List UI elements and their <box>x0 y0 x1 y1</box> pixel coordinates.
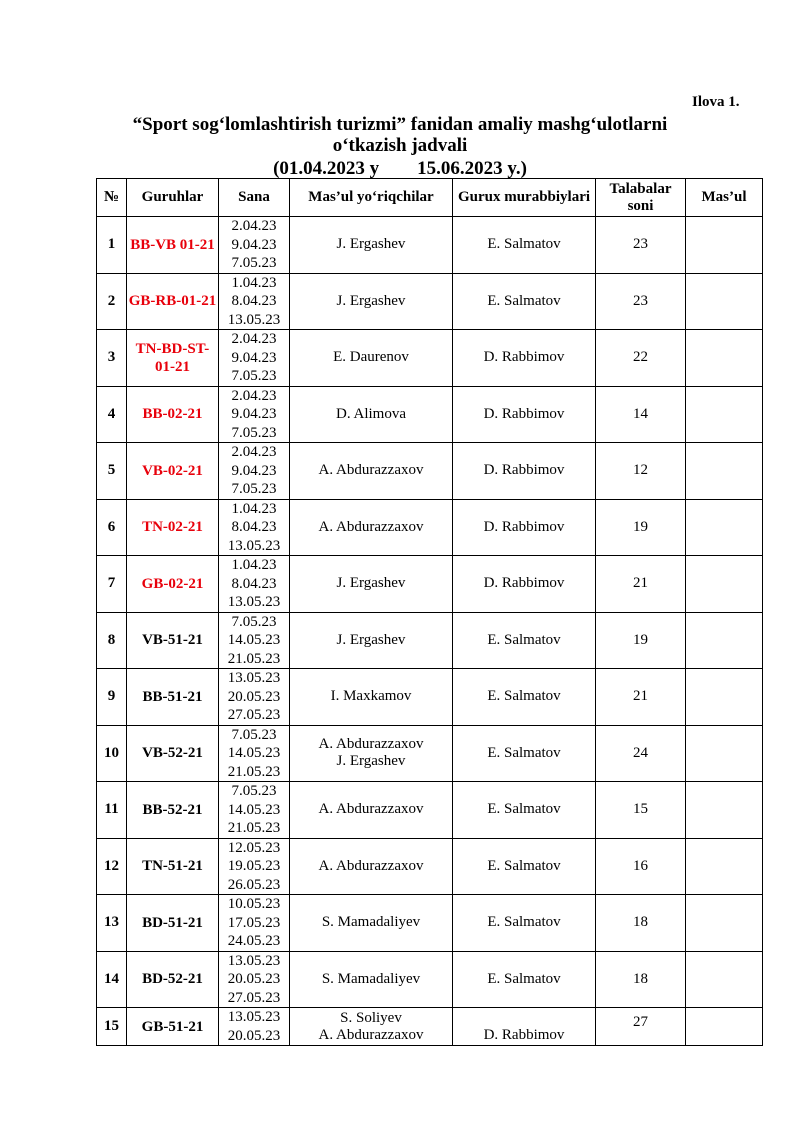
responsible-cell <box>686 1008 763 1046</box>
coach-name: E. Salmatov <box>453 838 596 895</box>
date: 9.04.23 <box>231 236 277 253</box>
table-row <box>97 556 763 613</box>
student-count: 16 <box>596 838 686 895</box>
group-name: VB-51-21 <box>127 612 219 669</box>
instructor-name: S. Mamadaliyev <box>321 970 421 987</box>
date: 21.05.23 <box>227 820 281 836</box>
date: 27.05.23 <box>227 989 281 1006</box>
responsible-cell <box>686 556 763 613</box>
date: 2.04.23 <box>231 444 277 460</box>
date: 9.04.23 <box>231 462 277 479</box>
date: 9.04.23 <box>231 406 277 422</box>
table-row <box>97 273 763 330</box>
date: 1.04.23 <box>231 557 277 573</box>
group-name: BB-02-21 <box>127 386 219 443</box>
date: 7.05.23 <box>231 255 277 271</box>
table-body <box>97 217 763 1046</box>
instructor-name: A. Abdurazzaxov <box>318 736 424 753</box>
row-number: 1 <box>97 217 127 274</box>
dates-cell <box>219 1008 290 1046</box>
responsible-cell <box>686 725 763 782</box>
instructor-name: D. Alimova <box>336 405 406 422</box>
date: 1.04.23 <box>231 274 277 291</box>
header-groups: Guruhlar <box>127 179 219 217</box>
date: 13.05.23 <box>227 670 281 686</box>
row-number: 7 <box>97 556 127 613</box>
table-row <box>97 499 763 556</box>
instructor-name: A. Abdurazzaxov <box>318 801 424 818</box>
instructors-cell <box>290 838 453 895</box>
table-row <box>97 330 763 387</box>
row-number: 11 <box>97 782 127 839</box>
date: 13.05.23 <box>227 537 281 554</box>
group-name: GB-02-21 <box>127 556 219 613</box>
date: 2.04.23 <box>231 331 277 347</box>
dates-cell <box>219 612 290 669</box>
instructors-cell <box>290 895 453 952</box>
date: 7.05.23 <box>231 726 277 743</box>
instructor-name: A. Abdurazzaxov <box>318 1026 424 1043</box>
date: 20.05.23 <box>227 971 281 987</box>
instructors-cell <box>290 330 453 387</box>
dates-cell <box>219 217 290 274</box>
instructor-name: I. Maxkamov <box>330 688 412 705</box>
student-count: 21 <box>596 669 686 726</box>
group-name: BB-51-21 <box>127 669 219 726</box>
group-name: BB-VB 01-21 <box>127 217 219 274</box>
student-count: 12 <box>596 443 686 500</box>
student-count: 15 <box>596 782 686 839</box>
instructor-name: J. Ergashev <box>336 575 406 592</box>
date: 7.05.23 <box>231 424 277 441</box>
row-number: 2 <box>97 273 127 330</box>
row-number: 5 <box>97 443 127 500</box>
student-count: 19 <box>596 499 686 556</box>
coach-name: D. Rabbimov <box>453 556 596 613</box>
coach-name: E. Salmatov <box>453 782 596 839</box>
date: 7.05.23 <box>231 481 277 497</box>
header-responsible: Mas’ul <box>686 179 763 217</box>
group-name: VB-02-21 <box>127 443 219 500</box>
dates-cell <box>219 330 290 387</box>
instructor-name: S. Soliyev <box>340 1009 402 1026</box>
dates-cell <box>219 273 290 330</box>
instructors-cell <box>290 725 453 782</box>
group-name: TN-BD-ST-01-21 <box>127 330 219 387</box>
instructors-cell <box>290 612 453 669</box>
dates-cell <box>219 838 290 895</box>
table-row <box>97 725 763 782</box>
responsible-cell <box>686 443 763 500</box>
row-number: 9 <box>97 669 127 726</box>
group-name: GB-RB-01-21 <box>127 273 219 330</box>
group-name: BD-51-21 <box>127 895 219 952</box>
row-number: 6 <box>97 499 127 556</box>
coach-name: D. Rabbimov <box>453 330 596 387</box>
date: 17.05.23 <box>227 914 281 931</box>
responsible-cell <box>686 330 763 387</box>
coach-name: E. Salmatov <box>453 273 596 330</box>
instructor-name: J. Ergashev <box>336 753 406 770</box>
group-name: BD-52-21 <box>127 951 219 1008</box>
responsible-cell <box>686 838 763 895</box>
instructor-name: S. Mamadaliyev <box>321 914 421 931</box>
row-number: 12 <box>97 838 127 895</box>
responsible-cell <box>686 273 763 330</box>
header-coaches: Gurux murabbiylari <box>453 179 596 217</box>
date: 10.05.23 <box>227 896 281 912</box>
coach-name: D. Rabbimov <box>453 1008 596 1046</box>
responsible-cell <box>686 386 763 443</box>
date: 14.05.23 <box>227 745 281 761</box>
date: 21.05.23 <box>227 763 281 780</box>
header-date: Sana <box>219 179 290 217</box>
date: 8.04.23 <box>231 519 277 535</box>
responsible-cell <box>686 612 763 669</box>
responsible-cell <box>686 499 763 556</box>
student-count: 18 <box>596 895 686 952</box>
header-student-count: Talabalar soni <box>596 179 686 217</box>
header-row <box>97 179 763 217</box>
date: 13.05.23 <box>227 594 281 610</box>
row-number: 8 <box>97 612 127 669</box>
date: 7.05.23 <box>231 613 277 630</box>
dates-cell <box>219 443 290 500</box>
schedule-table <box>96 178 763 1046</box>
date: 1.04.23 <box>231 500 277 517</box>
coach-name: D. Rabbimov <box>453 499 596 556</box>
coach-name: D. Rabbimov <box>453 443 596 500</box>
instructor-name: A. Abdurazzaxov <box>318 462 424 479</box>
table-row <box>97 782 763 839</box>
instructors-cell <box>290 273 453 330</box>
instructors-cell <box>290 386 453 443</box>
student-count: 27 <box>596 1008 686 1046</box>
coach-name: E. Salmatov <box>453 217 596 274</box>
table-row <box>97 217 763 274</box>
student-count: 22 <box>596 330 686 387</box>
row-number: 14 <box>97 951 127 1008</box>
coach-name: E. Salmatov <box>453 669 596 726</box>
date: 2.04.23 <box>231 218 277 234</box>
instructors-cell <box>290 556 453 613</box>
date: 7.05.23 <box>231 368 277 384</box>
group-name: GB-51-21 <box>127 1008 219 1046</box>
dates-cell <box>219 556 290 613</box>
dates-cell <box>219 895 290 952</box>
dates-cell <box>219 499 290 556</box>
row-number: 13 <box>97 895 127 952</box>
row-number: 3 <box>97 330 127 387</box>
date: 20.05.23 <box>227 688 281 705</box>
instructor-name: J. Ergashev <box>336 236 406 253</box>
instructor-name: E. Daurenov <box>333 349 409 366</box>
table-row <box>97 895 763 952</box>
date: 19.05.23 <box>227 858 281 874</box>
date: 27.05.23 <box>227 707 281 723</box>
date: 8.04.23 <box>231 575 277 592</box>
student-count: 23 <box>596 273 686 330</box>
dates-cell <box>219 386 290 443</box>
dates-cell <box>219 782 290 839</box>
date: 13.05.23 <box>227 311 281 328</box>
table-row <box>97 951 763 1008</box>
coach-name: E. Salmatov <box>453 725 596 782</box>
annex-label: Ilova 1. <box>692 94 740 110</box>
date: 26.05.23 <box>227 876 281 893</box>
date: 13.05.23 <box>227 952 281 969</box>
row-number: 15 <box>97 1008 127 1046</box>
table-row <box>97 612 763 669</box>
student-count: 21 <box>596 556 686 613</box>
coach-name: E. Salmatov <box>453 951 596 1008</box>
date: 13.05.23 <box>227 1009 281 1025</box>
coach-name: D. Rabbimov <box>453 386 596 443</box>
row-number: 10 <box>97 725 127 782</box>
period <box>100 158 700 179</box>
instructor-name: J. Ergashev <box>336 631 406 648</box>
instructor-name: A. Abdurazzaxov <box>318 857 424 874</box>
document-title: “Sport sog‘lomlashtirish turizmi” fanidan amaliy mashg‘ulotlarni o‘tkazish jadvali <box>132 114 668 156</box>
table-row <box>97 443 763 500</box>
period-start: (01.04.2023 y <box>273 158 380 179</box>
date: 12.05.23 <box>227 839 281 856</box>
date: 7.05.23 <box>231 783 277 799</box>
group-name: VB-52-21 <box>127 725 219 782</box>
student-count: 19 <box>596 612 686 669</box>
table-row <box>97 386 763 443</box>
coach-name: E. Salmatov <box>453 895 596 952</box>
group-name: BB-52-21 <box>127 782 219 839</box>
responsible-cell <box>686 669 763 726</box>
responsible-cell <box>686 782 763 839</box>
instructors-cell <box>290 782 453 839</box>
date: 9.04.23 <box>231 349 277 366</box>
date: 14.05.23 <box>227 801 281 818</box>
responsible-cell <box>686 895 763 952</box>
coach-name: E. Salmatov <box>453 612 596 669</box>
dates-cell <box>219 951 290 1008</box>
date: 24.05.23 <box>227 933 281 949</box>
dates-cell <box>219 725 290 782</box>
instructors-cell <box>290 951 453 1008</box>
date: 14.05.23 <box>227 632 281 648</box>
student-count: 18 <box>596 951 686 1008</box>
student-count: 14 <box>596 386 686 443</box>
table-row <box>97 838 763 895</box>
period-end: 15.06.2023 y.) <box>417 158 527 179</box>
instructors-cell <box>290 499 453 556</box>
date: 2.04.23 <box>231 387 277 404</box>
group-name: TN-02-21 <box>127 499 219 556</box>
dates-cell <box>219 669 290 726</box>
date: 21.05.23 <box>227 650 281 667</box>
responsible-cell <box>686 951 763 1008</box>
row-number: 4 <box>97 386 127 443</box>
group-name: TN-51-21 <box>127 838 219 895</box>
instructors-cell <box>290 1008 453 1046</box>
table-row <box>97 1008 763 1046</box>
student-count: 24 <box>596 725 686 782</box>
student-count: 23 <box>596 217 686 274</box>
table-row <box>97 669 763 726</box>
date: 20.05.23 <box>227 1027 281 1044</box>
instructor-name: J. Ergashev <box>336 292 406 309</box>
header-instructors: Mas’ul yo‘riqchilar <box>290 179 453 217</box>
responsible-cell <box>686 217 763 274</box>
date: 8.04.23 <box>231 293 277 309</box>
instructor-name: A. Abdurazzaxov <box>318 518 424 535</box>
header-number: № <box>97 179 127 217</box>
instructors-cell <box>290 669 453 726</box>
instructors-cell <box>290 217 453 274</box>
instructors-cell <box>290 443 453 500</box>
